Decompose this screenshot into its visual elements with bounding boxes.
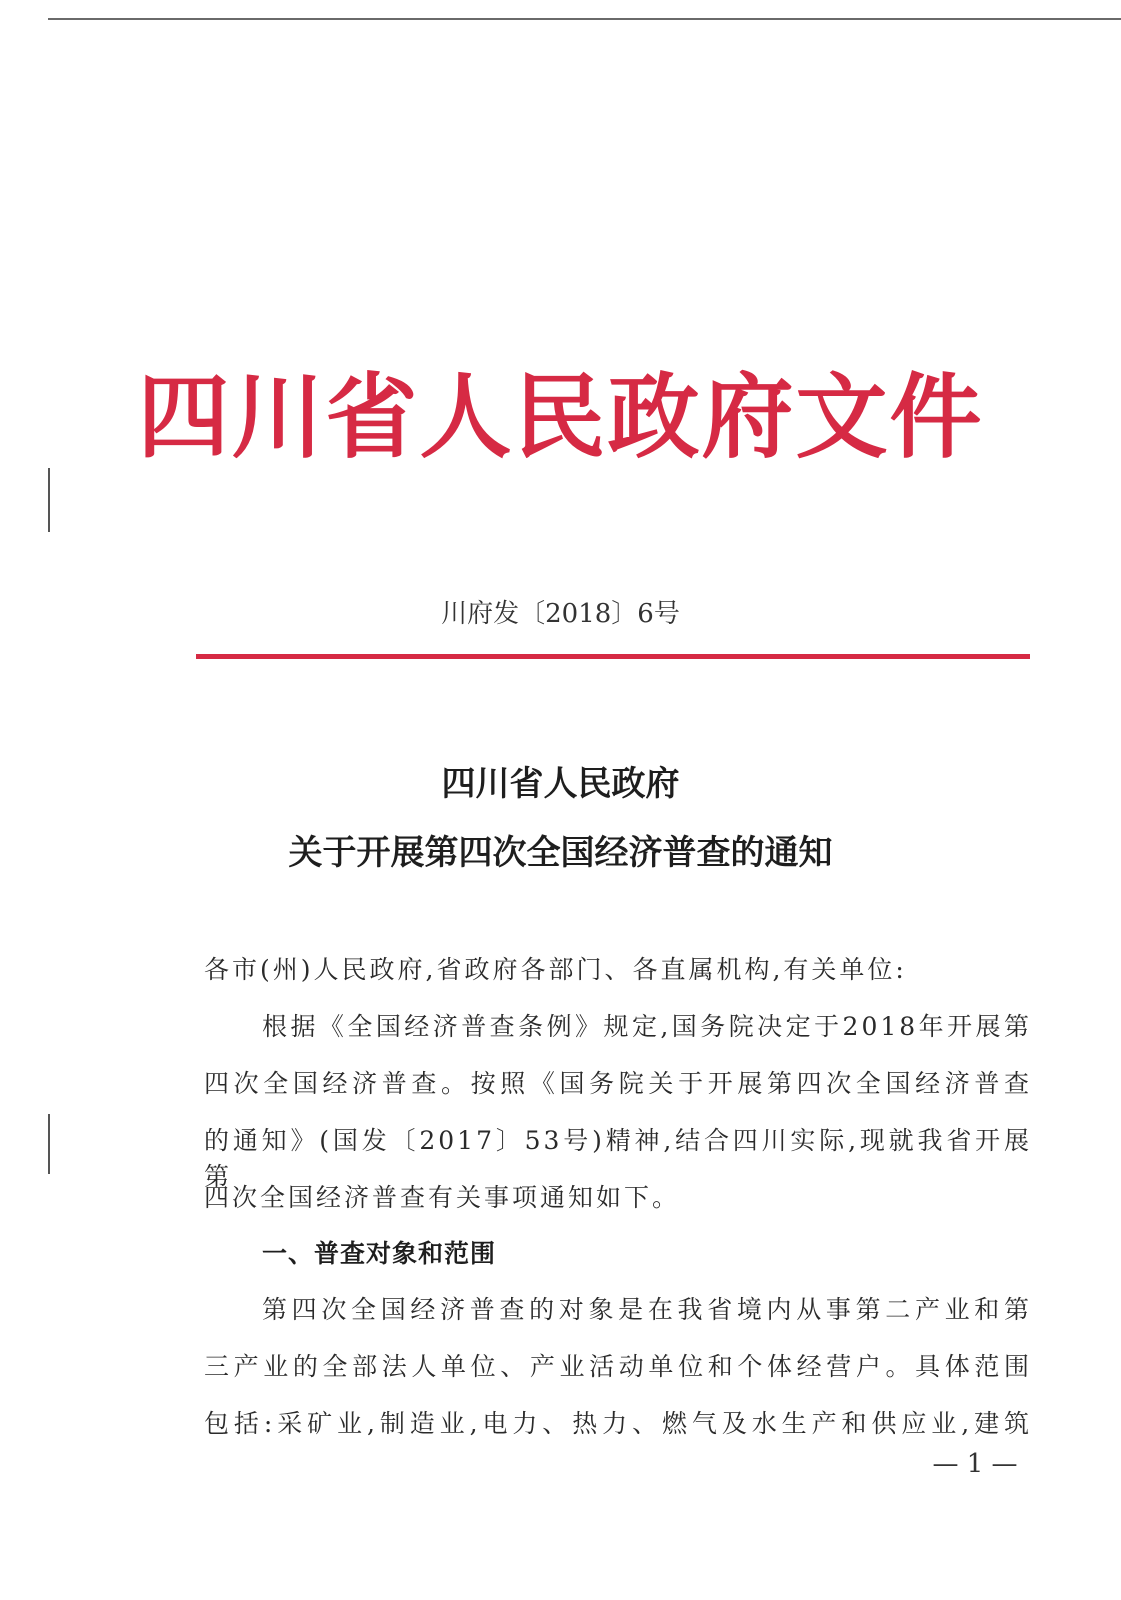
paragraph-line: 第四次全国经济普查的对象是在我省境内从事第二产业和第 <box>262 1295 1032 1324</box>
paragraph-line: 根据《全国经济普查条例》规定,国务院决定于2018年开展第 <box>262 1012 1032 1041</box>
paragraph-line: 四次全国经济普查有关事项通知如下。 <box>204 1183 681 1212</box>
section-heading: 一、普查对象和范围 <box>262 1239 497 1268</box>
scan-binding-mark <box>48 1114 50 1174</box>
masthead-separator-rule <box>196 654 1030 659</box>
document-masthead: 四川省人民政府文件 <box>137 364 984 471</box>
scan-top-edge-line <box>48 18 1121 20</box>
document-title-line-1: 四川省人民政府 <box>441 764 680 804</box>
document-number: 川府发〔2018〕6号 <box>441 599 680 629</box>
paragraph-line: 三产业的全部法人单位、产业活动单位和个体经营户。具体范围 <box>204 1352 1032 1381</box>
paragraph-line: 的通知》(国发〔2017〕53号)精神,结合四川实际,现就我省开展第 <box>204 1126 1032 1191</box>
page-number: — 1 — <box>932 1449 1018 1479</box>
paragraph-line: 四次全国经济普查。按照《国务院关于开展第四次全国经济普查 <box>204 1069 1032 1098</box>
paragraph-line: 包括:采矿业,制造业,电力、热力、燃气及水生产和供应业,建筑 <box>204 1409 1032 1438</box>
salutation: 各市(州)人民政府,省政府各部门、各直属机构,有关单位: <box>204 955 907 984</box>
document-title-line-2: 关于开展第四次全国经济普查的通知 <box>288 833 833 873</box>
